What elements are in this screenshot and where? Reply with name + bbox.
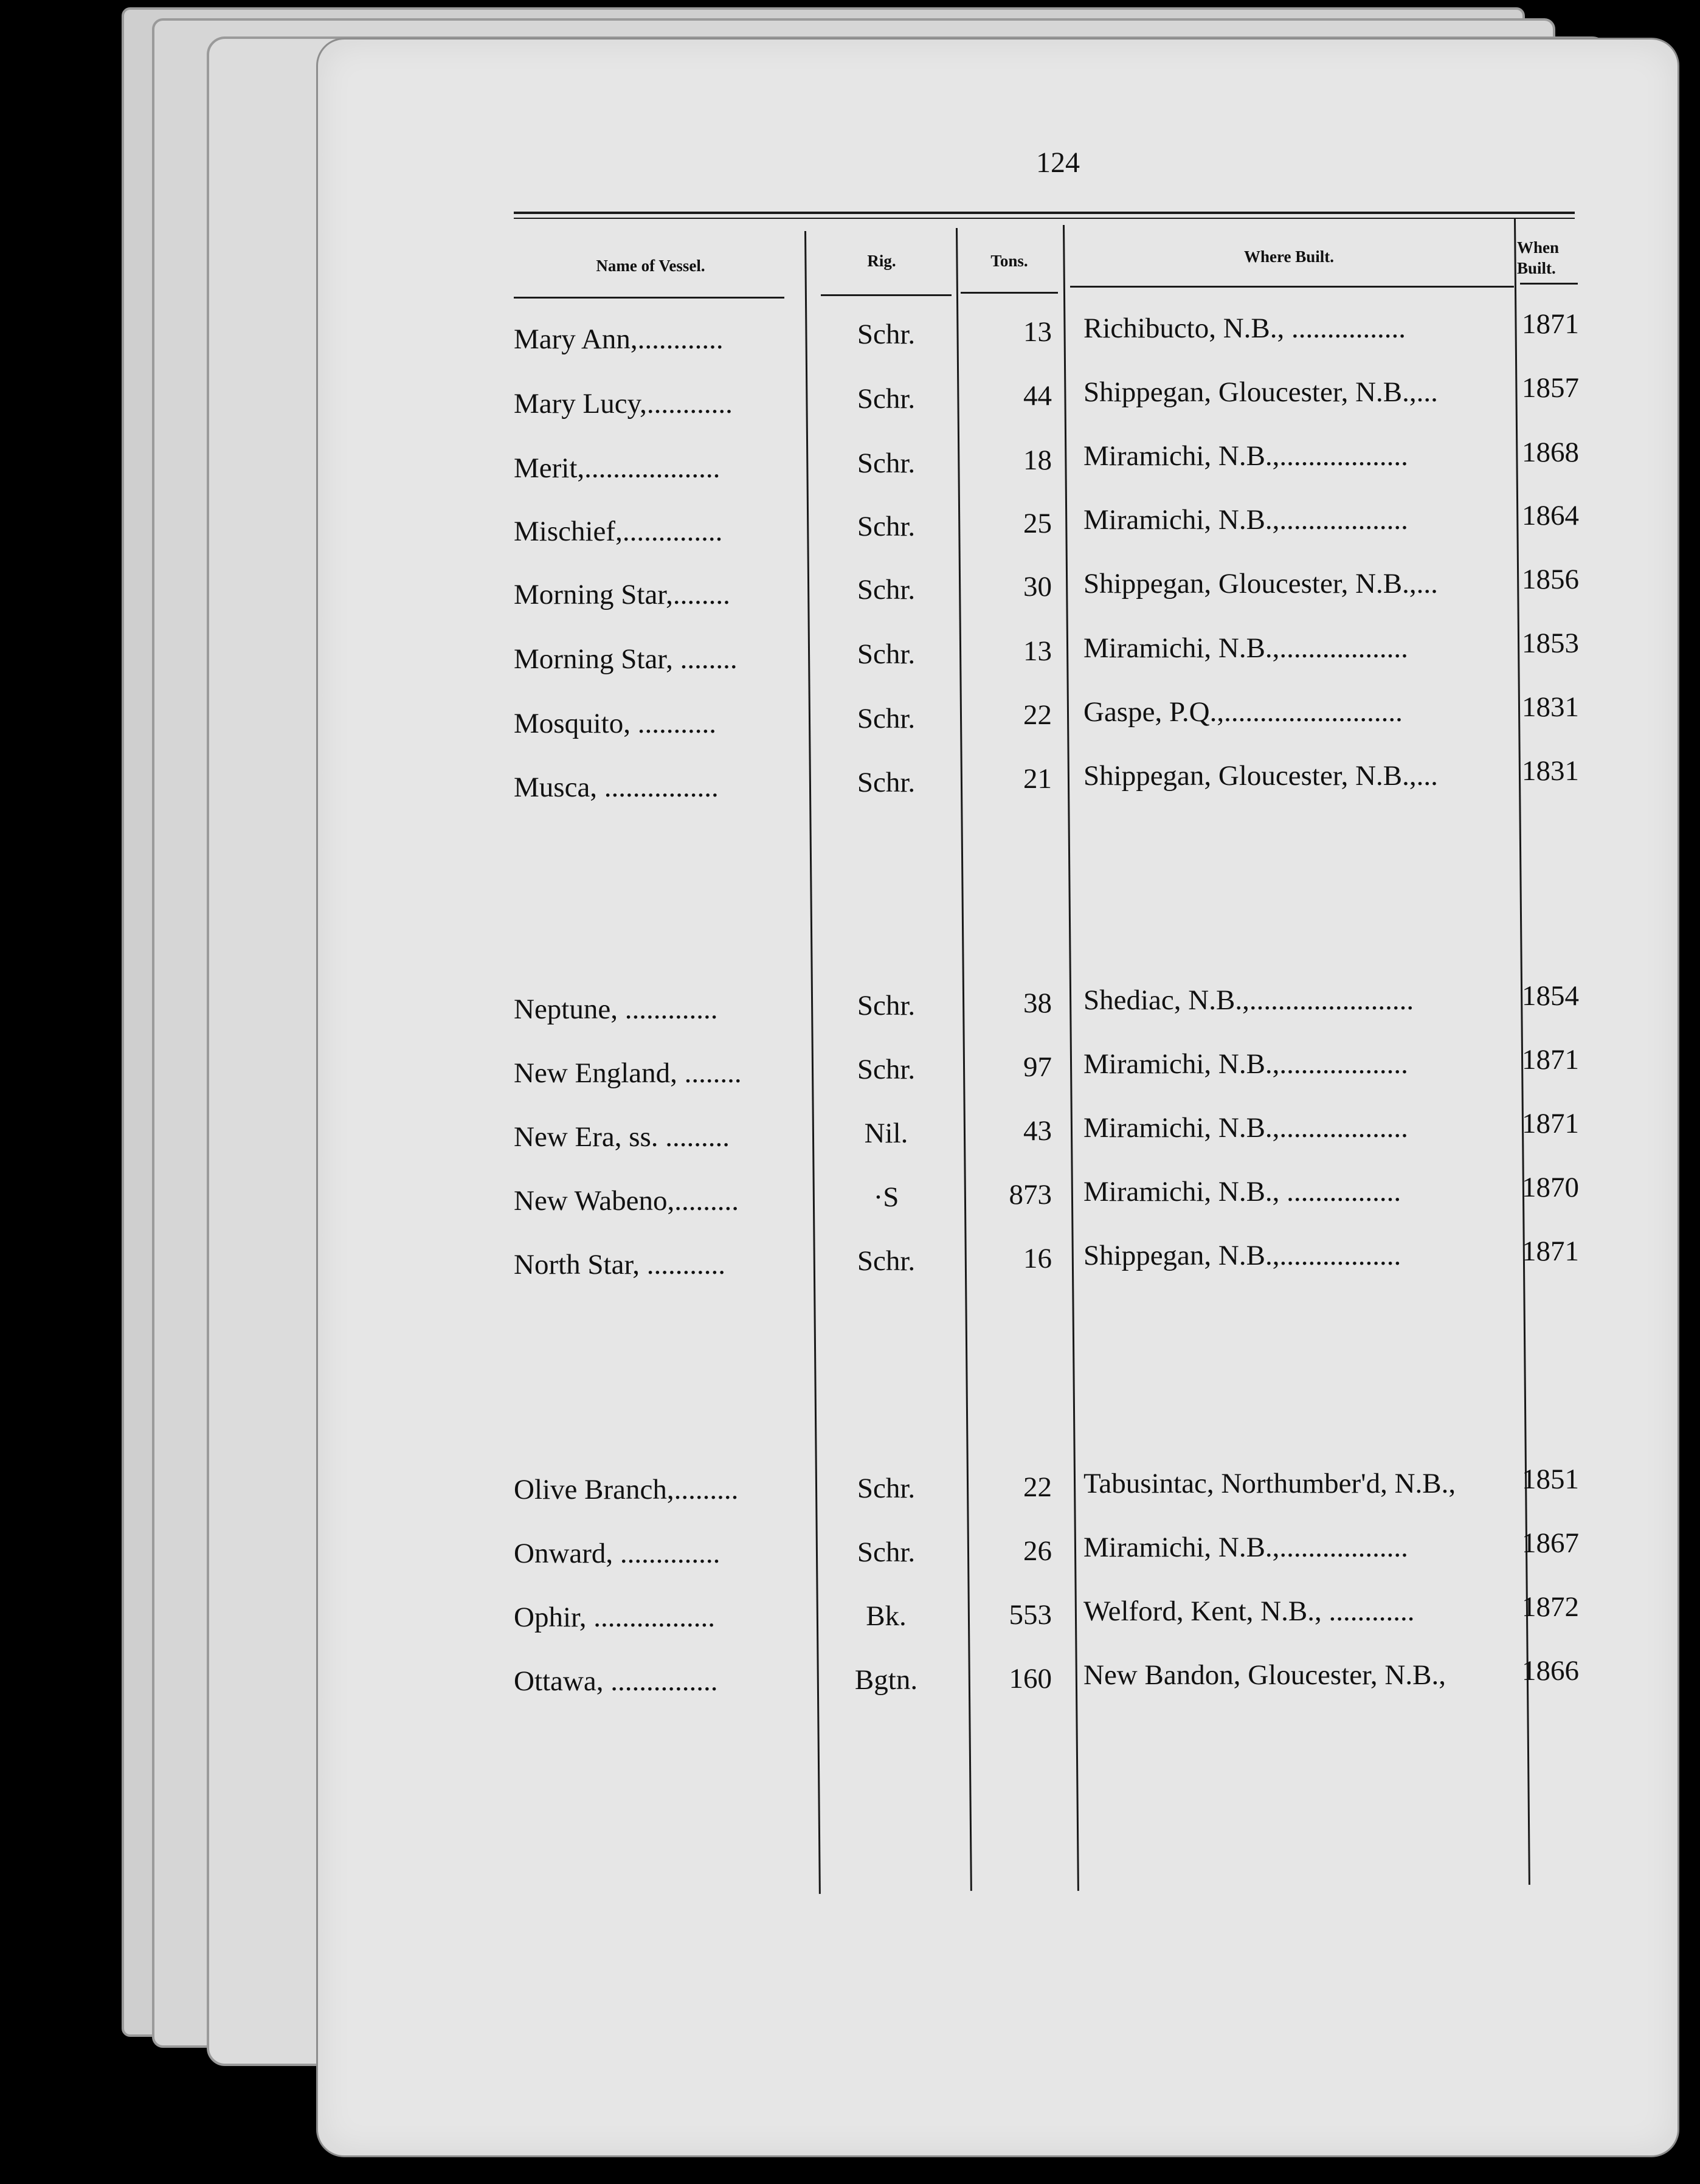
table-row-year: 1831	[1522, 755, 1579, 787]
table-row-year: 1867	[1522, 1527, 1579, 1559]
table-row-where-built: Gaspe, P.Q.,.........................	[1083, 696, 1403, 728]
header-underline-where	[1070, 286, 1514, 288]
table-row-where-built: Tabusintac, Northumber'd, N.B.,	[1083, 1468, 1456, 1499]
table-row-year: 1854	[1522, 980, 1579, 1012]
table-row-tons: 22	[1023, 1471, 1052, 1503]
table-row-rig: Schr.	[857, 383, 916, 415]
table-row-year: 1868	[1522, 437, 1579, 468]
table-row-vessel-name: Mischief,..............	[514, 516, 723, 547]
table-row-vessel-name: Ottawa, ...............	[514, 1665, 718, 1697]
table-row-vessel-name: Mosquito, ...........	[514, 708, 716, 739]
table-row-where-built: Miramichi, N.B.,..................	[1083, 632, 1408, 664]
table-row-rig: Schr.	[857, 703, 916, 734]
table-row-year: 1871	[1522, 1108, 1579, 1139]
table-row-where-built: Shippegan, Gloucester, N.B.,...	[1083, 760, 1438, 792]
table-row-tons: 13	[1023, 635, 1052, 667]
table-row-where-built: Welford, Kent, N.B., ............	[1083, 1595, 1415, 1627]
table-row-rig: Schr.	[857, 1245, 916, 1277]
table-row-tons: 30	[1023, 571, 1052, 603]
table-row-vessel-name: Mary Lucy,............	[514, 388, 733, 420]
table-row-vessel-name: North Star, ...........	[514, 1249, 725, 1280]
table-row-where-built: Miramichi, N.B.,..................	[1083, 1532, 1408, 1563]
table-row-year: 1871	[1522, 1044, 1579, 1076]
table-row-tons: 160	[1009, 1663, 1052, 1695]
table-row-rig: Schr.	[857, 1054, 916, 1085]
table-row-where-built: Richibucto, N.B., ................	[1083, 313, 1406, 344]
table-row-rig: Schr.	[857, 638, 916, 670]
table-row-rig: Schr.	[857, 319, 916, 350]
table-row-tons: 13	[1023, 316, 1052, 348]
table-row-where-built: Shediac, N.B.,.......................	[1083, 984, 1414, 1016]
table-top-rule	[514, 212, 1575, 214]
table-row-rig: Schr.	[857, 511, 916, 542]
table-row-vessel-name: Morning Star,........	[514, 579, 730, 610]
table-row-tons: 26	[1023, 1535, 1052, 1567]
table-row-rig: Schr.	[857, 1536, 916, 1568]
table-row-tons: 38	[1023, 987, 1052, 1019]
table-row-where-built: Miramichi, N.B., ................	[1083, 1176, 1401, 1208]
table-row-year: 1831	[1522, 691, 1579, 723]
table-row-tons: 16	[1023, 1243, 1052, 1274]
table-row-year: 1871	[1522, 1235, 1579, 1267]
header-name-of-vessel: Name of Vessel.	[596, 257, 705, 275]
table-row-year: 1851	[1522, 1463, 1579, 1495]
header-where-built: Where Built.	[1244, 247, 1334, 266]
table-row-vessel-name: New Wabeno,.........	[514, 1185, 739, 1217]
table-row-year: 1856	[1522, 564, 1579, 595]
table-row-tons: 97	[1023, 1051, 1052, 1083]
header-underline-name	[514, 297, 784, 299]
header-when-built: When Built.	[1517, 238, 1560, 277]
table-row-tons: 43	[1023, 1115, 1052, 1147]
table-row-tons: 873	[1009, 1179, 1052, 1211]
table-row-rig: Bgtn.	[854, 1664, 918, 1696]
table-row-tons: 25	[1023, 508, 1052, 539]
table-row-vessel-name: Olive Branch,.........	[514, 1474, 739, 1505]
table-row-rig: Nil.	[864, 1118, 908, 1149]
header-tons: Tons.	[990, 252, 1028, 270]
table-row-where-built: Shippegan, Gloucester, N.B.,...	[1083, 568, 1438, 600]
page-number: 124	[1036, 147, 1080, 179]
table-row-tons: 553	[1009, 1599, 1052, 1631]
table-row-vessel-name: Ophir, .................	[514, 1602, 716, 1633]
table-row-year: 1870	[1522, 1172, 1579, 1203]
table-row-rig: Schr.	[857, 574, 916, 606]
table-row-rig: Bk.	[866, 1600, 907, 1632]
table-row-vessel-name: New England, ........	[514, 1057, 742, 1089]
table-row-year: 1853	[1522, 627, 1579, 659]
table-row-year: 1871	[1522, 308, 1579, 340]
table-row-vessel-name: Morning Star, ........	[514, 643, 738, 675]
header-underline-tons	[961, 292, 1058, 294]
table-row-vessel-name: Onward, ..............	[514, 1538, 720, 1569]
table-row-vessel-name: New Era, ss. .........	[514, 1121, 730, 1153]
table-row-where-built: Miramichi, N.B.,..................	[1083, 440, 1408, 472]
table-row-where-built: Miramichi, N.B.,..................	[1083, 1112, 1408, 1144]
table-row-vessel-name: Merit,...................	[514, 452, 720, 484]
table-row-where-built: Shippegan, Gloucester, N.B.,...	[1083, 376, 1438, 408]
table-row-where-built: Shippegan, N.B.,.................	[1083, 1240, 1401, 1271]
table-row-vessel-name: Neptune, .............	[514, 994, 718, 1025]
table-row-tons: 18	[1023, 444, 1052, 476]
table-row-rig: Schr.	[857, 767, 916, 798]
table-row-where-built: Miramichi, N.B.,..................	[1083, 1048, 1408, 1080]
header-underline-when	[1520, 283, 1578, 285]
table-top-rule-2	[514, 218, 1575, 219]
header-underline-rig	[821, 294, 952, 296]
table-row-where-built: New Bandon, Gloucester, N.B.,	[1083, 1659, 1446, 1691]
table-row-rig: Schr.	[857, 990, 916, 1021]
table-row-tons: 44	[1023, 380, 1052, 412]
table-row-tons: 21	[1023, 763, 1052, 795]
header-rig: Rig.	[867, 252, 896, 270]
table-row-tons: 22	[1023, 699, 1052, 731]
table-row-vessel-name: Musca, ................	[514, 772, 719, 803]
table-row-year: 1866	[1522, 1655, 1579, 1687]
table-row-where-built: Miramichi, N.B.,..................	[1083, 504, 1408, 536]
table-row-year: 1864	[1522, 500, 1579, 531]
table-row-rig: ·S	[873, 1181, 899, 1213]
table-row-year: 1857	[1522, 372, 1579, 404]
table-row-rig: Schr.	[857, 448, 916, 479]
table-row-vessel-name: Mary Ann,............	[514, 323, 724, 355]
table-row-year: 1872	[1522, 1591, 1579, 1623]
table-row-rig: Schr.	[857, 1473, 916, 1504]
